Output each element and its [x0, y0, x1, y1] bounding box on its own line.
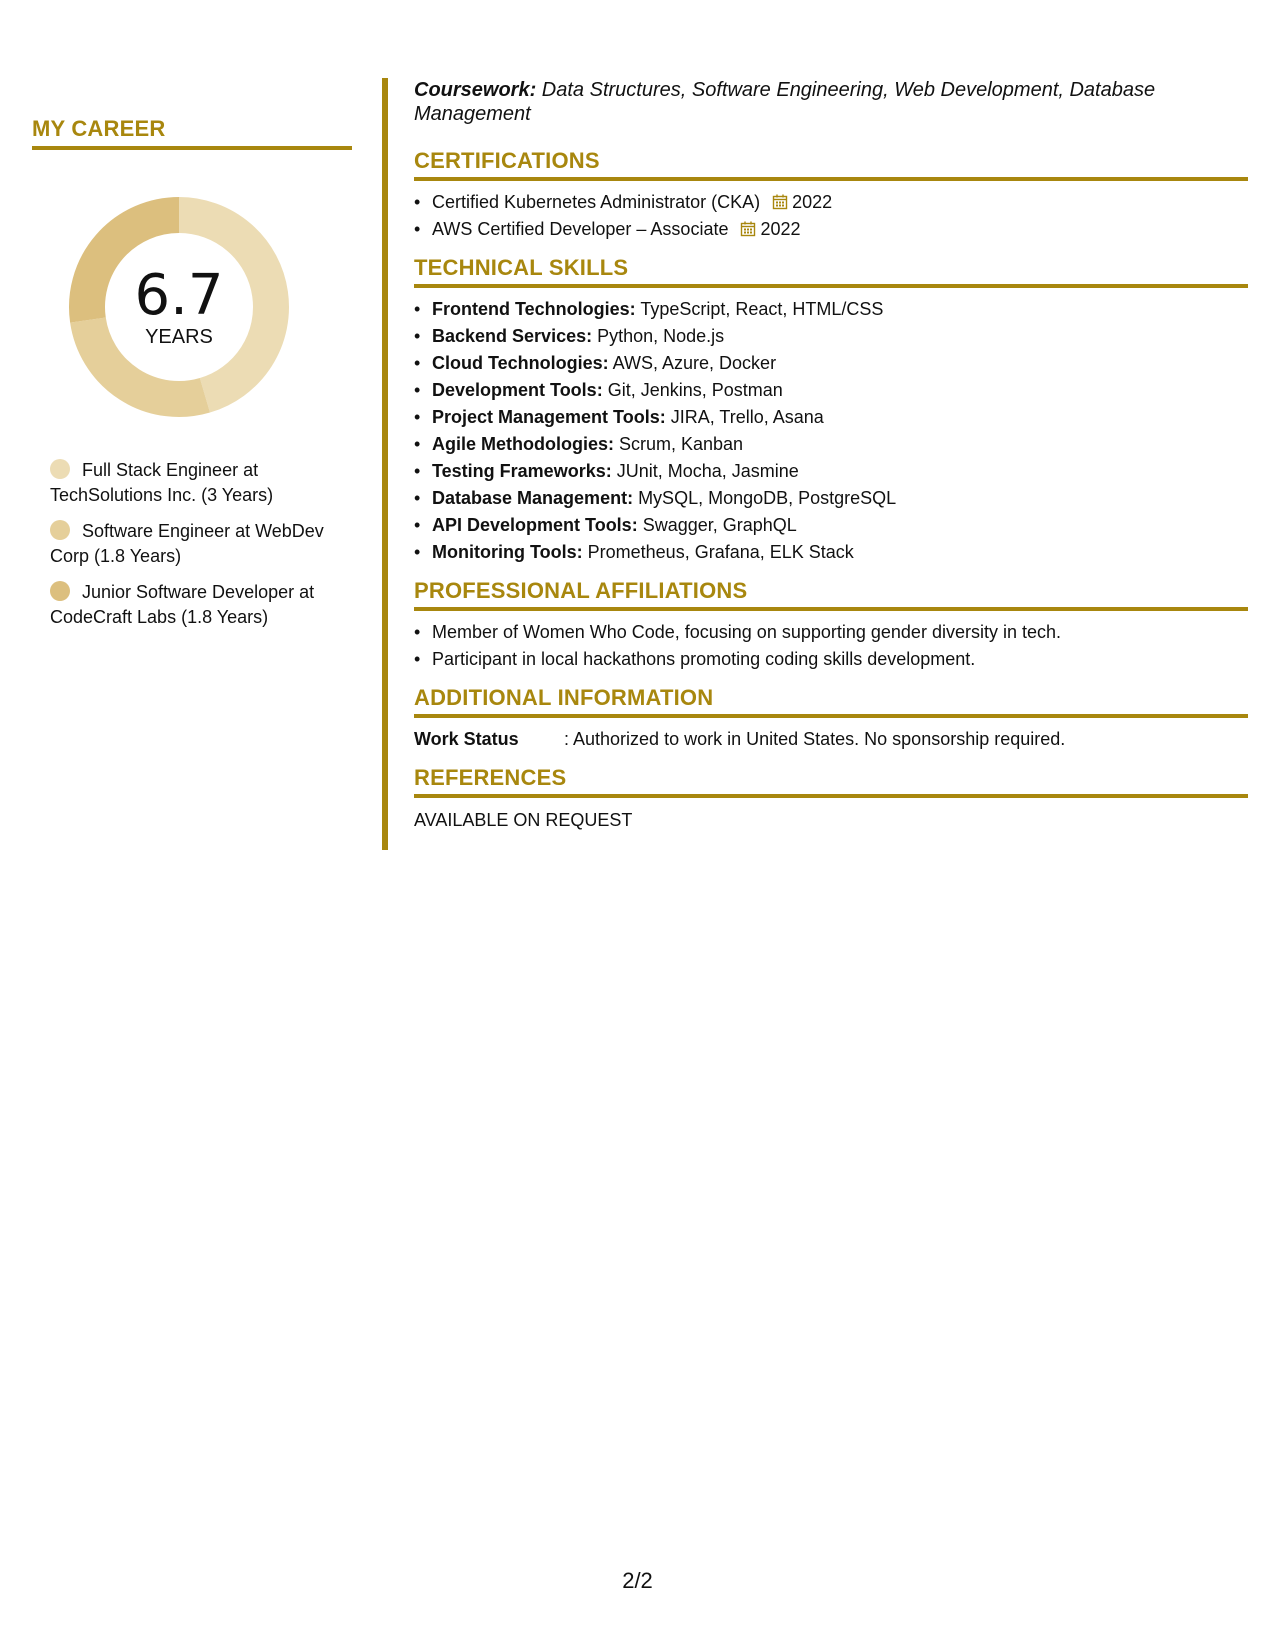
list-item — [432, 189, 1248, 216]
skill-label: Cloud Technologies: — [432, 353, 609, 373]
skill-value: Swagger, GraphQL — [637, 515, 797, 535]
legend-label: Software Engineer at WebDev Corp (1.8 Years) — [50, 521, 324, 566]
certifications-list — [414, 189, 1248, 243]
skill-value: JUnit, Mocha, Jasmine — [611, 461, 799, 481]
cert-name: Certified Kubernetes Administrator (CKA) — [432, 192, 761, 212]
career-legend — [32, 458, 352, 630]
list-item — [432, 377, 1248, 404]
skill-value: JIRA, Trello, Asana — [665, 407, 824, 427]
references-section — [414, 765, 1248, 831]
legend-item — [50, 458, 352, 508]
skill-label: Testing Frameworks: — [432, 461, 612, 481]
certifications-section — [414, 148, 1248, 243]
coursework — [414, 78, 1248, 126]
list-item — [432, 485, 1248, 512]
career-panel — [32, 116, 352, 641]
career-title: MY CAREER — [32, 116, 352, 150]
skill-label: Database Management: — [432, 488, 634, 508]
references-title: REFERENCES — [414, 765, 1248, 798]
list-item — [432, 323, 1248, 350]
legend-label: Junior Software Developer at CodeCraft Labs (1.8 Years) — [50, 582, 315, 627]
additional-section — [414, 685, 1248, 753]
skill-label: Backend Services: — [432, 326, 593, 346]
skill-value: MySQL, MongoDB, PostgreSQL — [633, 488, 897, 508]
legend-label: Full Stack Engineer at TechSolutions Inc. (3 Years) — [50, 460, 274, 505]
skill-label: Monitoring Tools: — [432, 542, 583, 562]
affiliations-section — [414, 578, 1248, 673]
list-item — [432, 539, 1248, 566]
legend-dot — [50, 581, 70, 601]
page-number: 2/2 — [622, 1568, 653, 1593]
list-item — [432, 404, 1248, 431]
list-item — [432, 296, 1248, 323]
legend-dot — [50, 459, 70, 479]
calendar-icon — [772, 194, 788, 210]
references-text: AVAILABLE ON REQUEST — [414, 810, 633, 830]
list-item — [432, 431, 1248, 458]
skills-section — [414, 255, 1248, 566]
calendar-icon — [740, 221, 756, 237]
skill-value: Prometheus, Grafana, ELK Stack — [582, 542, 854, 562]
certifications-title: CERTIFICATIONS — [414, 148, 1248, 181]
coursework-label: Coursework: — [414, 79, 537, 101]
legend-dot — [50, 520, 70, 540]
skill-label: Development Tools: — [432, 380, 603, 400]
skill-label: Frontend Technologies: — [432, 299, 636, 319]
column-divider — [382, 78, 388, 850]
legend-item — [50, 519, 352, 569]
affiliations-title: PROFESSIONAL AFFILIATIONS — [414, 578, 1248, 611]
list-item — [432, 512, 1248, 539]
work-status-row — [414, 726, 1248, 753]
list-item — [432, 458, 1248, 485]
skill-value: AWS, Azure, Docker — [608, 353, 777, 373]
skill-value: Scrum, Kanban — [614, 434, 744, 454]
affiliations-list — [414, 619, 1248, 673]
skill-label: Agile Methodologies: — [432, 434, 614, 454]
work-status-label: Work Status — [414, 729, 519, 749]
work-status-value: : Authorized to work in United States. No sponsorship required. — [564, 729, 1066, 749]
list-item: • Participant in local hackathons promoting coding skills development. — [432, 646, 1248, 673]
cert-name: AWS Certified Developer – Associate — [432, 219, 729, 239]
additional-title: ADDITIONAL INFORMATION — [414, 685, 1248, 718]
cert-year: 2022 — [792, 192, 833, 212]
skill-label: Project Management Tools: — [432, 407, 666, 427]
years-unit: YEARS — [145, 325, 213, 348]
career-donut — [64, 192, 294, 422]
skill-value: TypeScript, React, HTML/CSS — [635, 299, 884, 319]
skill-label: API Development Tools: — [432, 515, 638, 535]
skills-title: TECHNICAL SKILLS — [414, 255, 1248, 288]
main-column — [414, 78, 1248, 843]
total-years: 6.7 — [134, 262, 224, 328]
list-item — [432, 216, 1248, 243]
skill-value: Git, Jenkins, Postman — [602, 380, 783, 400]
list-item: • Member of Women Who Code, focusing on supporting gender diversity in tech. — [432, 619, 1248, 646]
cert-year: 2022 — [760, 219, 801, 239]
skill-value: Python, Node.js — [592, 326, 725, 346]
legend-item — [50, 580, 352, 630]
coursework-text: Data Structures, Software Engineering, Web Development, Database Management — [414, 79, 1156, 125]
skills-list — [414, 296, 1248, 566]
list-item — [432, 350, 1248, 377]
